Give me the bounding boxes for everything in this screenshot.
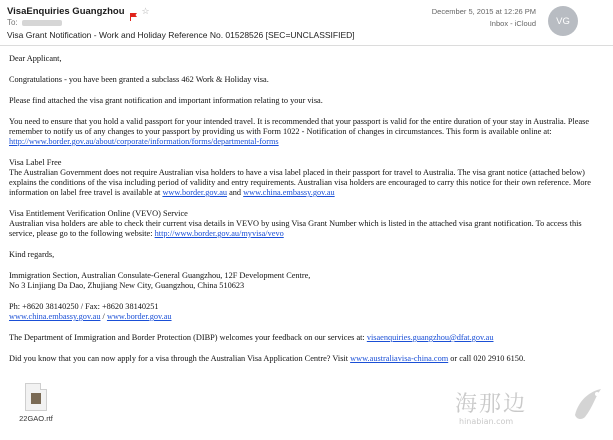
file-thumbnail — [31, 393, 41, 404]
greeting: Dear Applicant, — [9, 54, 62, 63]
sender-name[interactable]: VisaEnquiries Guangzhou — [7, 6, 125, 17]
header-divider — [0, 45, 613, 46]
signature-embassy-link[interactable]: www.china.embassy.gov.au — [9, 312, 101, 321]
label-free-text: The Australian Government does not require Australian visa holders to have a visa label placed in their passport for travel to Australia. The visa grant notice (attached below) explains the conditions of the visa including period of validity and entry requirements. Australian visa holders are encouraged to carry this notice for their own reference. More information on label free travel is available at — [9, 168, 591, 197]
regards: Kind regards, — [9, 250, 55, 259]
vevo-link[interactable]: http://www.border.gov.au/myvisa/vevo — [154, 229, 284, 238]
embassy-link[interactable]: www.china.embassy.gov.au — [243, 188, 335, 197]
phone-fax: Ph: +8620 38140250 / Fax: +8620 38140251 — [9, 302, 159, 311]
signature-border-link[interactable]: www.border.gov.au — [106, 312, 172, 321]
vac-tail: or call 020 2910 6150. — [448, 354, 526, 363]
feedback-email-link[interactable]: visaenquiries.guangzhou@dfat.gov.au — [366, 333, 494, 342]
email-subject: Visa Grant Notification - Work and Holiday Reference No. 01528526 [SEC=UNCLASSIFIED] — [7, 30, 355, 40]
attachment-filename[interactable]: 22GAO.rtf — [19, 414, 53, 423]
congrats-paragraph: Congratulations - you have been granted a subclass 462 Work & Holiday visa. — [9, 75, 269, 84]
passport-text: You need to ensure that you hold a valid passport for your intended travel. It is recommended that your passport is valid for the entire duration of your stay in Australia. Please remember to notify us of any changes to your passport by providing us with Form 1022 - Notification of changes in circumstances. This form is available online at: — [9, 117, 590, 136]
label-free-and: and — [227, 188, 244, 197]
contact-block — [9, 302, 601, 322]
recipient-redacted — [22, 20, 62, 26]
email-date: December 5, 2015 at 12:26 PM — [431, 7, 536, 16]
watermark-chinese: 海那边 — [455, 392, 528, 417]
sender-row — [7, 6, 150, 17]
border-link[interactable]: www.border.gov.au — [162, 188, 228, 197]
forms-link[interactable]: http://www.border.gov.au/about/corporate/information/forms/departmental-forms — [9, 137, 279, 146]
avatar: VG — [548, 6, 578, 36]
vevo-paragraph — [9, 209, 601, 239]
vevo-text: Australian visa holders are able to check their current visa details in VEVO by using Visa Grant Number which is listed in the attached visa grant notification. To access this service, please go to the following website: — [9, 219, 582, 238]
attached-paragraph: Please find attached the visa grant notification and important information relating to your visa. — [9, 96, 323, 105]
address-block — [9, 271, 601, 291]
attachment[interactable] — [18, 383, 54, 423]
to-label: To: — [7, 18, 18, 27]
watermark-domain: hinabian.com — [459, 417, 514, 426]
address-line-2: No 3 Linjiang Da Dao, Zhujiang New City, Guangzhou, China 510623 — [9, 281, 245, 290]
watermark — [455, 385, 605, 435]
vac-paragraph — [9, 354, 601, 364]
label-free-paragraph — [9, 158, 601, 198]
rtf-file-icon[interactable] — [25, 383, 47, 411]
vevo-title: Visa Entitlement Verification Online (VEVO) Service — [9, 209, 188, 218]
address-line-1: Immigration Section, Australian Consulate-General Guangzhou, 12F Development Centre, — [9, 271, 311, 280]
feedback-paragraph — [9, 333, 601, 343]
watermark-logo-icon — [571, 385, 605, 425]
email-header — [0, 0, 613, 50]
passport-paragraph — [9, 117, 601, 147]
flag-icon[interactable] — [130, 8, 137, 15]
vac-link[interactable]: www.australiavisa-china.com — [350, 354, 449, 363]
recipient-row — [7, 18, 62, 27]
email-body — [9, 54, 601, 375]
star-icon[interactable]: ☆ — [141, 6, 150, 16]
label-free-title: Visa Label Free — [9, 158, 62, 167]
feedback-text: The Department of Immigration and Border Protection (DIBP) welcomes your feedback on our services at: — [9, 333, 367, 342]
signature-separator: / — [100, 312, 107, 321]
mailbox-label: Inbox - iCloud — [489, 19, 536, 28]
vac-text: Did you know that you can now apply for a visa through the Australian Visa Application Centre? Visit — [9, 354, 351, 363]
